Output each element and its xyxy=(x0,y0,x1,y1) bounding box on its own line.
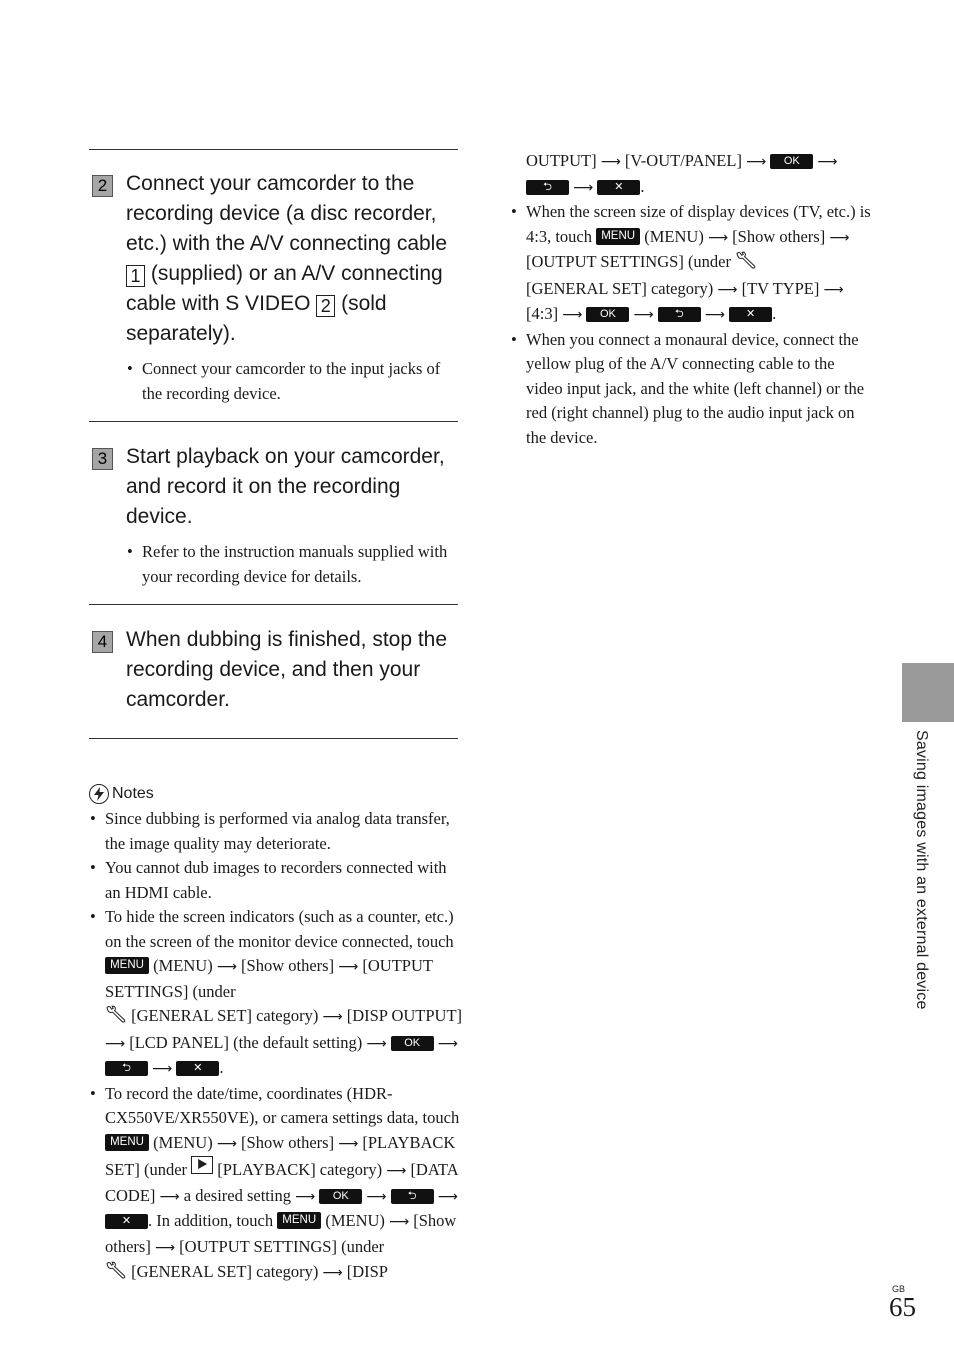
arrow-icon: ⟶ xyxy=(717,281,738,298)
ok-button-icon: OK xyxy=(586,307,629,322)
back-button-icon: ⮌ xyxy=(391,1189,434,1204)
arrow-icon: ⟶ xyxy=(322,1265,343,1281)
notes-section xyxy=(89,782,464,1287)
close-button-icon: ✕ xyxy=(729,307,772,322)
divider xyxy=(89,149,458,150)
arrow-icon: ⟶ xyxy=(707,229,729,246)
notes-title: Notes xyxy=(112,785,154,802)
divider xyxy=(89,421,458,422)
right-column xyxy=(510,149,875,450)
arrow-icon: ⟶ xyxy=(829,229,850,246)
step-number: 4 xyxy=(92,631,113,653)
arrow-icon: ⟶ xyxy=(562,307,583,323)
arrow-icon: ⟶ xyxy=(159,1188,180,1205)
step-number: 2 xyxy=(92,175,113,197)
list-item: • Since dubbing is performed via analog data transfer, the image quality may deteriorate. xyxy=(89,807,464,856)
cable-1-badge: 1 xyxy=(126,265,145,287)
arrow-icon: ⟶ xyxy=(600,154,621,170)
playback-icon xyxy=(191,1156,213,1174)
wrench-icon xyxy=(105,1005,127,1031)
ok-button-icon: OK xyxy=(319,1189,362,1204)
cable-2-badge: 2 xyxy=(316,295,335,317)
arrow-icon: ⟶ xyxy=(746,154,767,170)
arrow-icon: ⟶ xyxy=(322,1009,343,1025)
list-item: • To record the date/time, coordinates (HDR-CX550VE/XR550VE), or camera settings data, touch MENU (MENU) ⟶ [Show others] ⟶ [PLAYBACK SET] (under [PLAYBACK] category) ⟶ [DATA CODE] ⟶ a desired setting ⟶ OK ⟶ ⮌ ⟶ ✕ . In addition, touch MENU (MENU) ⟶ [Show others] ⟶ [OUTPUT SETTINGS] (under [GENERAL SET] category) ⟶ [DISP xyxy=(89,1082,464,1287)
close-button-icon: ✕ xyxy=(597,180,640,195)
close-button-icon: ✕ xyxy=(176,1061,219,1076)
menu-button-icon: MENU xyxy=(105,1134,149,1151)
notes-heading xyxy=(89,782,464,806)
right-bullets xyxy=(510,200,875,450)
step-4 xyxy=(89,619,461,715)
arrow-icon: ⟶ xyxy=(823,281,844,298)
back-button-icon: ⮌ xyxy=(526,180,569,195)
menu-button-icon: MENU xyxy=(596,228,640,245)
step-title: Start playback on your camcorder, and record it on the recording device. xyxy=(126,445,445,528)
step-bullets xyxy=(126,540,461,589)
step-number: 3 xyxy=(92,448,113,470)
step-3 xyxy=(89,436,461,589)
step-bullets xyxy=(126,357,461,406)
continued-text: OUTPUT] ⟶ [V-OUT/PANEL] ⟶ OK ⟶ ⮌ ⟶ ✕ . xyxy=(526,151,838,196)
page-number: 65 xyxy=(889,1292,916,1322)
menu-button-icon: MENU xyxy=(277,1212,321,1229)
notes-icon xyxy=(89,784,109,804)
arrow-icon: ⟶ xyxy=(154,1239,176,1256)
arrow-icon: ⟶ xyxy=(437,1188,458,1205)
ok-button-icon: OK xyxy=(391,1036,434,1051)
arrow-icon: ⟶ xyxy=(366,1035,387,1052)
arrow-icon: ⟶ xyxy=(152,1061,173,1077)
section-label: Saving images with an external device xyxy=(913,730,930,1010)
arrow-icon: ⟶ xyxy=(437,1035,458,1052)
step-title: When dubbing is finished, stop the recording device, and then your camcorder. xyxy=(126,628,448,711)
step-title: Connect your camcorder to the recording device (a disc recorder, etc.) with the A/V connecting cable 1 (supplied) or an A/V connecting cable with S VIDEO 2 (sold separately). xyxy=(126,172,448,345)
step-2 xyxy=(89,163,461,406)
arrow-icon: ⟶ xyxy=(386,1163,407,1179)
list-item: • Connect your camcorder to the input jacks of the recording device. xyxy=(126,357,461,406)
notes-list xyxy=(89,807,464,1287)
list-item: • When the screen size of display devices (TV, etc.) is 4:3, touch MENU (MENU) ⟶ [Show others] ⟶ [OUTPUT SETTINGS] (under [GENERAL SET] category) ⟶ [TV TYPE] ⟶ [4:3] ⟶ OK ⟶ ⮌ ⟶ ✕ . xyxy=(510,200,875,328)
menu-button-icon: MENU xyxy=(105,957,149,974)
arrow-icon: ⟶ xyxy=(704,307,725,323)
list-item: • When you connect a monaural device, connect the yellow plug of the A/V connecting cable to the video input jack, and the white (left channel) or the red (right channel) plug to the audio input jack on the device. xyxy=(510,328,875,451)
arrow-icon: ⟶ xyxy=(295,1188,316,1205)
section-tab xyxy=(902,663,954,722)
wrench-icon xyxy=(735,251,757,277)
list-item: • To hide the screen indicators (such as a counter, etc.) on the screen of the monitor device connected, touch MENU (MENU) ⟶ [Show others] ⟶ [OUTPUT SETTINGS] (under [GENERAL SET] category) ⟶ [DISP OUTPUT] ⟶ [LCD PANEL] (the default setting) ⟶ OK ⟶ ⮌ ⟶ ✕ . xyxy=(89,905,464,1082)
arrow-icon: ⟶ xyxy=(216,959,237,975)
close-button-icon: ✕ xyxy=(105,1214,148,1229)
arrow-icon: ⟶ xyxy=(338,1135,359,1152)
region-code: GB xyxy=(892,1284,906,1294)
back-button-icon: ⮌ xyxy=(105,1061,148,1076)
back-button-icon: ⮌ xyxy=(658,307,701,322)
arrow-icon: ⟶ xyxy=(366,1188,387,1205)
divider xyxy=(89,738,458,739)
arrow-icon: ⟶ xyxy=(633,307,654,323)
arrow-icon: ⟶ xyxy=(817,154,838,170)
arrow-icon: ⟶ xyxy=(216,1135,237,1152)
list-item: • Refer to the instruction manuals supplied with your recording device for details. xyxy=(126,540,461,589)
ok-button-icon: OK xyxy=(770,154,813,169)
arrow-icon: ⟶ xyxy=(338,959,359,975)
arrow-icon: ⟶ xyxy=(105,1035,126,1052)
wrench-icon xyxy=(105,1261,127,1287)
divider xyxy=(89,604,458,605)
arrow-icon: ⟶ xyxy=(573,179,594,196)
arrow-icon: ⟶ xyxy=(389,1214,410,1230)
list-item: • You cannot dub images to recorders connected with an HDMI cable. xyxy=(89,856,464,905)
